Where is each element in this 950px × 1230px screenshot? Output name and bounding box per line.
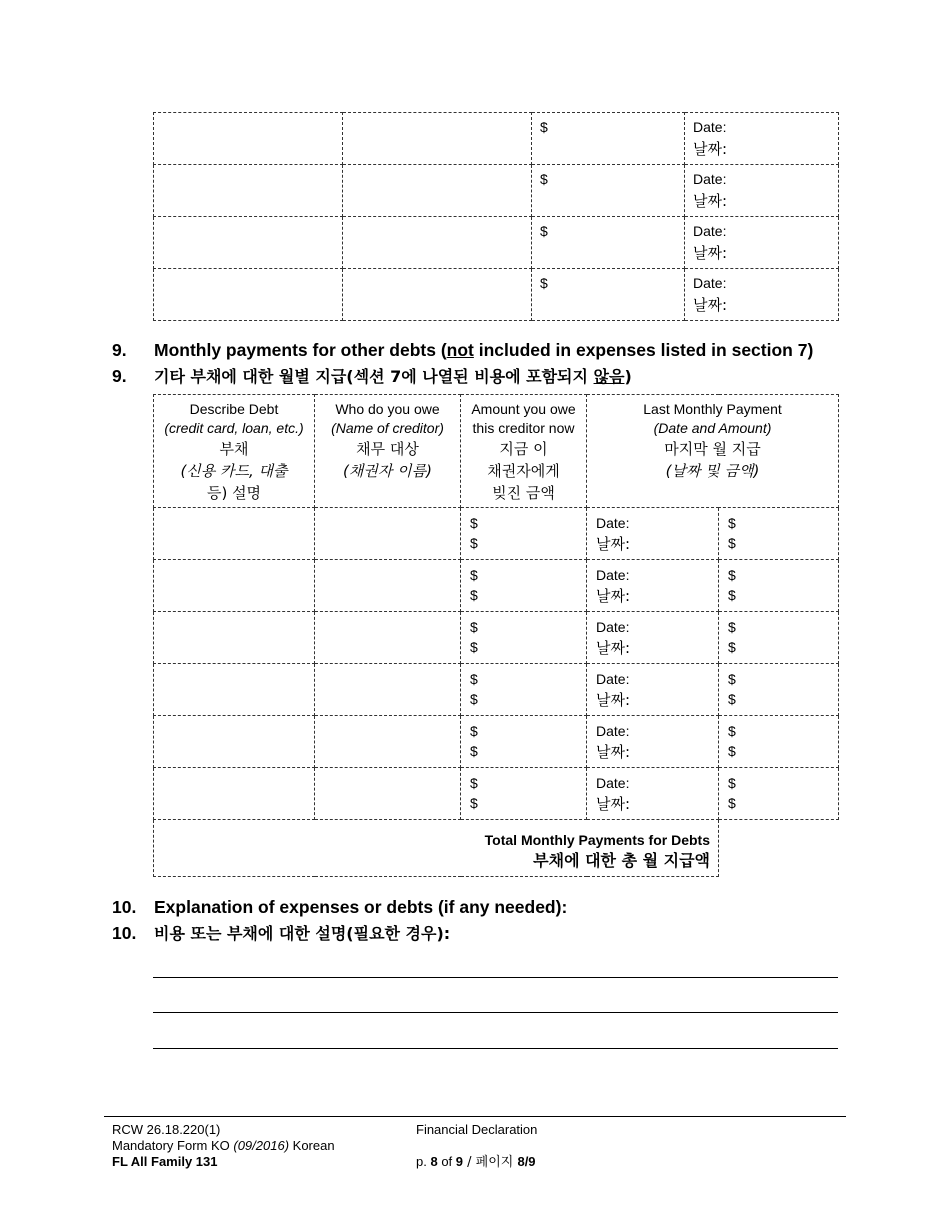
- date-field[interactable]: Date: 날짜:: [685, 269, 839, 321]
- section-9-heading-en: 9. Monthly payments for other debts (not included in expenses listed in section 7): [112, 338, 852, 363]
- last-payment-amount-field[interactable]: $ $: [719, 560, 839, 612]
- creditor-name-field[interactable]: [315, 768, 461, 820]
- previous-debts-table: [153, 112, 839, 321]
- amount-owed-field[interactable]: $ $: [461, 508, 587, 560]
- table-row: [154, 508, 839, 560]
- date-field[interactable]: Date: 날짜:: [685, 113, 839, 165]
- footer-doc-title: Financial Declaration: [416, 1122, 538, 1137]
- section-number: 9.: [112, 366, 127, 386]
- section-9-heading-kr: 9. 기타 부채에 대한 월별 지급(섹션 7에 나열된 비용에 포함되지 않음): [112, 364, 852, 389]
- amount-field[interactable]: $: [532, 165, 685, 217]
- explanation-line-2[interactable]: [153, 1012, 838, 1013]
- last-payment-date-field[interactable]: Date: 날짜:: [587, 612, 719, 664]
- table-row: [154, 664, 839, 716]
- total-monthly-payments-field[interactable]: [719, 820, 839, 877]
- header-last-payment: Last Monthly Payment (Date and Amount) 마지막 월 지급 (날짜 및 금액): [587, 395, 839, 508]
- section-number: 9.: [112, 340, 127, 360]
- table-row: [154, 269, 839, 321]
- footer-center: [416, 1122, 716, 1171]
- footer-left: [112, 1122, 412, 1170]
- table-row: [154, 113, 839, 165]
- date-field[interactable]: Date: 날짜:: [685, 217, 839, 269]
- creditor-name-field[interactable]: [315, 560, 461, 612]
- creditor-name-field[interactable]: [315, 716, 461, 768]
- table-row: [154, 768, 839, 820]
- last-payment-amount-field[interactable]: $ $: [719, 716, 839, 768]
- creditor-name-field[interactable]: [315, 612, 461, 664]
- explanation-line-3[interactable]: [153, 1048, 838, 1049]
- last-payment-date-field[interactable]: Date: 날짜:: [587, 560, 719, 612]
- footer-page-number: p. 8 of 9 / 페이지 8/9: [416, 1154, 536, 1170]
- creditor-field[interactable]: [343, 217, 532, 269]
- describe-debt-field[interactable]: [154, 560, 315, 612]
- footer-divider: [104, 1116, 846, 1117]
- last-payment-amount-field[interactable]: $ $: [719, 612, 839, 664]
- total-monthly-payments-label: Total Monthly Payments for Debts 부채에 대한 총 월 지급액: [154, 820, 719, 877]
- amount-owed-field[interactable]: $ $: [461, 560, 587, 612]
- describe-debt-field[interactable]: [154, 612, 315, 664]
- last-payment-date-field[interactable]: Date: 날짜:: [587, 664, 719, 716]
- last-payment-amount-field[interactable]: $ $: [719, 768, 839, 820]
- header-creditor: Who do you owe (Name of creditor) 채무 대상 (채권자 이름): [315, 395, 461, 508]
- creditor-name-field[interactable]: [315, 664, 461, 716]
- footer-form-id: FL All Family 131: [112, 1154, 218, 1169]
- monthly-debt-payments-table: [153, 394, 839, 877]
- section-number: 10.: [112, 923, 137, 943]
- amount-field[interactable]: $: [532, 269, 685, 321]
- header-describe-debt: Describe Debt (credit card, loan, etc.) 부채 (신용 카드, 대출 등) 설명: [154, 395, 315, 508]
- debt-name-field[interactable]: [154, 113, 343, 165]
- footer-mandatory-form: Mandatory Form KO (09/2016) Korean: [112, 1138, 335, 1153]
- explanation-line-1[interactable]: [153, 977, 838, 978]
- last-payment-amount-field[interactable]: $ $: [719, 508, 839, 560]
- header-amount-owed: Amount you owe this creditor now 지금 이 채권자에게 빚진 금액: [461, 395, 587, 508]
- creditor-field[interactable]: [343, 269, 532, 321]
- amount-owed-field[interactable]: $ $: [461, 716, 587, 768]
- debt-name-field[interactable]: [154, 165, 343, 217]
- table-row: [154, 716, 839, 768]
- table-row: [154, 560, 839, 612]
- describe-debt-field[interactable]: [154, 716, 315, 768]
- describe-debt-field[interactable]: [154, 768, 315, 820]
- creditor-field[interactable]: [343, 113, 532, 165]
- table-row: [154, 165, 839, 217]
- last-payment-amount-field[interactable]: $ $: [719, 664, 839, 716]
- describe-debt-field[interactable]: [154, 664, 315, 716]
- debt-name-field[interactable]: [154, 269, 343, 321]
- section-number: 10.: [112, 897, 137, 917]
- amount-field[interactable]: $: [532, 113, 685, 165]
- debt-name-field[interactable]: [154, 217, 343, 269]
- footer-rcw: RCW 26.18.220(1): [112, 1122, 221, 1137]
- last-payment-date-field[interactable]: Date: 날짜:: [587, 768, 719, 820]
- last-payment-date-field[interactable]: Date: 날짜:: [587, 716, 719, 768]
- amount-owed-field[interactable]: $ $: [461, 664, 587, 716]
- amount-field[interactable]: $: [532, 217, 685, 269]
- date-field[interactable]: Date: 날짜:: [685, 165, 839, 217]
- amount-owed-field[interactable]: $ $: [461, 768, 587, 820]
- last-payment-date-field[interactable]: Date: 날짜:: [587, 508, 719, 560]
- table-row: [154, 612, 839, 664]
- section-10-heading-kr: 10. 비용 또는 부채에 대한 설명(필요한 경우):: [112, 921, 852, 946]
- amount-owed-field[interactable]: $ $: [461, 612, 587, 664]
- section-10-heading-en: 10. Explanation of expenses or debts (if any needed):: [112, 895, 852, 920]
- describe-debt-field[interactable]: [154, 508, 315, 560]
- table-row: [154, 217, 839, 269]
- creditor-name-field[interactable]: [315, 508, 461, 560]
- creditor-field[interactable]: [343, 165, 532, 217]
